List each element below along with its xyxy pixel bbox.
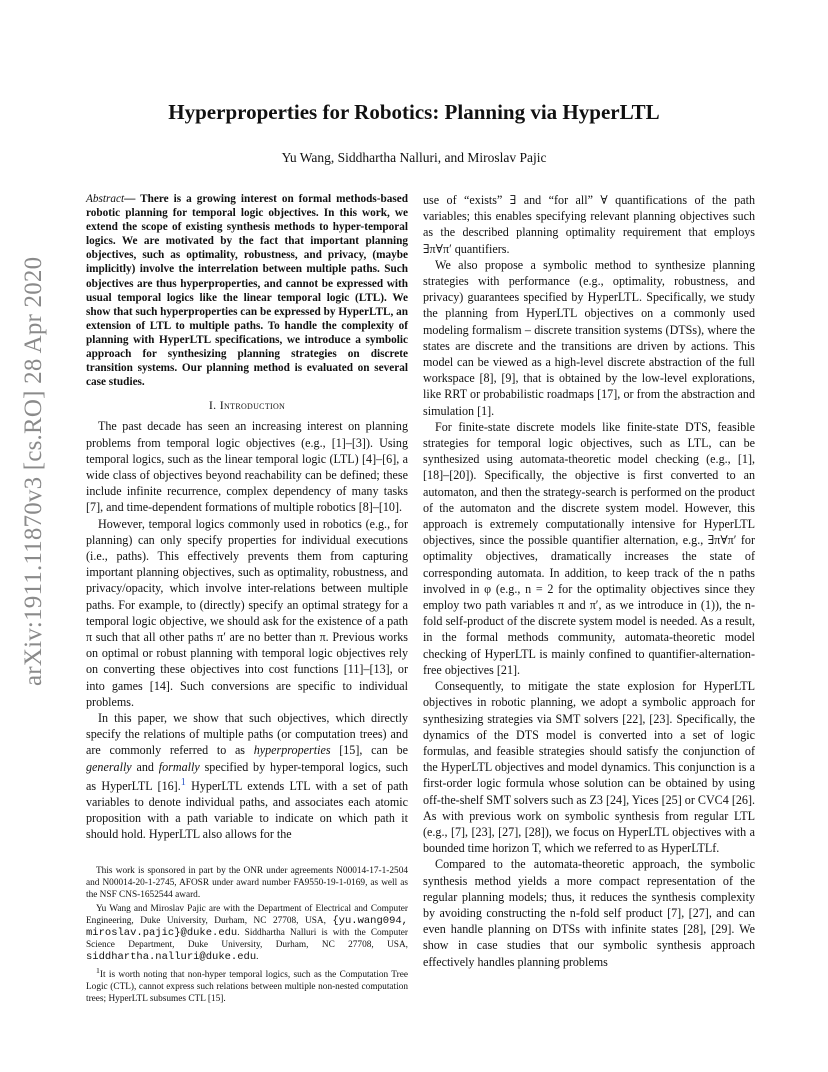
section-heading-introduction: I. Introduction (208, 398, 286, 413)
right-paragraph-3: For finite-state discrete models like finite-state DTS, feasible strategies for temporal logic objectives, such as LTL, can be synthesized using automata-theoretic model checking (e.g., [1], [18]–[20]). Specifically, the objective is first converted to an automaton, and then the strategy-search is performed on the product of the automaton and the discrete system model. However, this approach is extremely computationally intensive for HyperLTL objectives, since the possible quantifier alternation, e.g., ∃π∀π′ for optimality objectives, dramatically increases the state of corresponding automata. In addition, to keep track of the n paths involved in φ (e.g., n = 2 for the optimality objectives since they employ two path variables π and π′, as we introduce in (1)), the n-fold self-product of the discrete system model is needed. As a result, in the formal methods community, automata-theoretic model checking of HyperLTL is mainly confined to quantifier-alternation-free objectives [21]. (423, 419, 755, 677)
affiliation-text-b: . Siddhartha Nalluri is with the Computer Science Department, Duke University, Durham, NC 27708, USA, (86, 928, 408, 950)
footnote-sponsor: This work is sponsored in part by the ONR under agreements N00014-17-1-2504 and N00014-20-1-2745, AFOSR under award number FA9550-19-1-0169, as well as the NSF CNS-1652544 award. (86, 866, 408, 900)
email-nalluri[interactable]: siddhartha.nalluri@duke.edu (86, 951, 257, 963)
right-paragraph-1: use of “exists” ∃ and “for all” ∀ quantifications of the path variables; this enables specifying relevant planning objectives such as the described planning optimality requirement that employs ∃π∀π′ quantifiers. (423, 193, 755, 256)
footnote-1-mark: 1 (96, 966, 100, 975)
para3-text-e: and (131, 759, 159, 774)
para3-emph-hyperproperties: hyperproperties (253, 743, 331, 758)
footnote-1 (86, 965, 408, 1005)
intro-paragraph-2: However, temporal logics commonly used in robotics (e.g., for planning) can only specify properties for individual executions (i.e., paths). This effectively prevents them from capturing important planning objectives, such as optimality, robustness, and privacy/opacity, which involve inter-relations between multiple paths. For example, to (directly) specify an optimal strategy for a temporal logic objective, we should ask for the existence of a path π such that all other paths π′ are no better than π. Previous works on optimal or robust planning with temporal logic objectives rely on converting these objectives into cost functions [11]–[13], or into games [14]. Such conversions are specific to individual problems. (86, 516, 408, 709)
affiliation-text-c: . (256, 952, 259, 962)
intro-paragraph-1: The past decade has seen an increasing interest on planning problems from temporal logic objectives (e.g., [1]–[3]). Using temporal logics, such as the linear temporal logic (LTL) [4]–[6], a wide class of objectives beyond reachability can be defined; these include infinite recurrence, complex dependency of many tasks [7], and time-dependent formations of multiple robotics [8]–[10]. (86, 419, 408, 515)
right-paragraph-4: Consequently, to mitigate the state explosion for HyperLTL objectives in robotic planning, we adopt a symbolic approach for synthesizing strategies via SMT solvers [22], [23]. Specifically, the dynamics of the DTS model is converted into a set of logic formulas, and feasible strategies should satisfy the conjunction of the HyperLTL objectives and model dynamics. This conjunction is a first-order logic formula whose solution can be obtained by using off-the-shelf SMT solvers such as Z3 [24], Yices [25] or CVC4 [26]. As with previous work on symbolic synthesis from regular LTL (e.g., [7], [23], [27], [28]), we focus on HyperLTL objectives with a bounded time horizon T, which we referred to as HyperLTLf. (423, 679, 755, 856)
abstract-label: Abstract (86, 193, 125, 205)
footnote-1-link[interactable]: 1 (180, 776, 186, 788)
author-list: Yu Wang, Siddhartha Nalluri, and Miroslav Pajic (281, 150, 547, 165)
footnote-affiliations (86, 903, 408, 963)
abstract (86, 192, 408, 389)
para3-emph-generally: generally (86, 759, 132, 774)
affiliation-text-a: Yu Wang and Miroslav Pajic are with the Department of Electrical and Computer Engineering, Duke University, Durham, NC 27708, USA, (86, 904, 408, 926)
left-column (86, 192, 408, 843)
right-column (423, 192, 755, 970)
para3-text-c: [15], can be (330, 743, 408, 758)
intro-paragraph-3 (86, 710, 408, 843)
para3-emph-formally: formally (158, 759, 200, 774)
right-paragraph-5: Compared to the automata-theoretic approach, the symbolic synthesis method yields a more compact representation of the regular planning models; thus, it reduces the synthesis complexity by avoiding constructing the n-fold self product [7], [27], and can even handle planning on DTSs with infinite states [28], [29]. We show in case studies that our symbolic synthesis approach effectively handles planning problems (423, 857, 755, 969)
para3-text-i: HyperLTL extends LTL with a set of path variables to denote individual paths, and associates each atomic proposition with a path variable to indicate on which path it should hold. HyperLTL also allows for the (86, 778, 408, 842)
arxiv-identifier-stamp (14, 256, 54, 686)
email-wang-pajic[interactable]: {yu.wang094, miroslav.pajic}@duke.edu (86, 915, 408, 939)
para3-text-g: specified by hyper-temporal logics, such as HyperLTL [16]. (86, 759, 408, 793)
para3-text-a: In this paper, we show that such objectives, which directly specify the relations of multiple paths (or computation trees) and are commonly referred to as (86, 710, 408, 758)
abstract-text: — There is a growing interest on formal methods-based robotic planning for temporal logic objectives. In this work, we extend the scope of existing synthesis methods to hyper-temporal logics. We are motivated by the fact that important planning objectives, such as optimality, robustness, and privacy, (maybe implicitly) involve the interrelation between multiple paths. Such objectives are thus hyperproperties, and cannot be expressed with usual temporal logics like the linear temporal logic (LTL). We show that such hyperproperties can be expressed by HyperLTL, an extension of LTL to multiple paths. To handle the complexity of planning with HyperLTL specifications, we introduce a symbolic approach for synthesizing planning strategies on discrete transition systems. Our planning method is evaluated on several case studies. (86, 193, 408, 389)
arxiv-id-text: arXiv:1911.11870v3 [cs.RO] 28 Apr 2020 (20, 256, 47, 686)
right-paragraph-2: We also propose a symbolic method to synthesize planning strategies with performance (e.g., optimality, robustness, and privacy) guarantees specified by HyperLTL. Specifically, we study the planning from HyperLTL objectives on a commonly used modeling formalism – discrete transition systems (DTSs), where the states are discrete and the transitions are driven by actions. This model can be viewed as a high-level discrete abstraction of the full workspace [8], [9], that is obtained by the low-level explorations, like RRT or probabilistic roadmaps [17], or from the abstraction and simulation [1]. (423, 257, 755, 418)
paper-title: Hyperproperties for Robotics: Planning via HyperLTL (168, 100, 660, 124)
footnote-1-text: It is worth noting that non-hyper temporal logics, such as the Computation Tree Logic (CTL), cannot express such relations between multiple non-nested computation trees; HyperLTL subsumes CTL [15]. (86, 970, 408, 1005)
footnotes (86, 865, 408, 1007)
